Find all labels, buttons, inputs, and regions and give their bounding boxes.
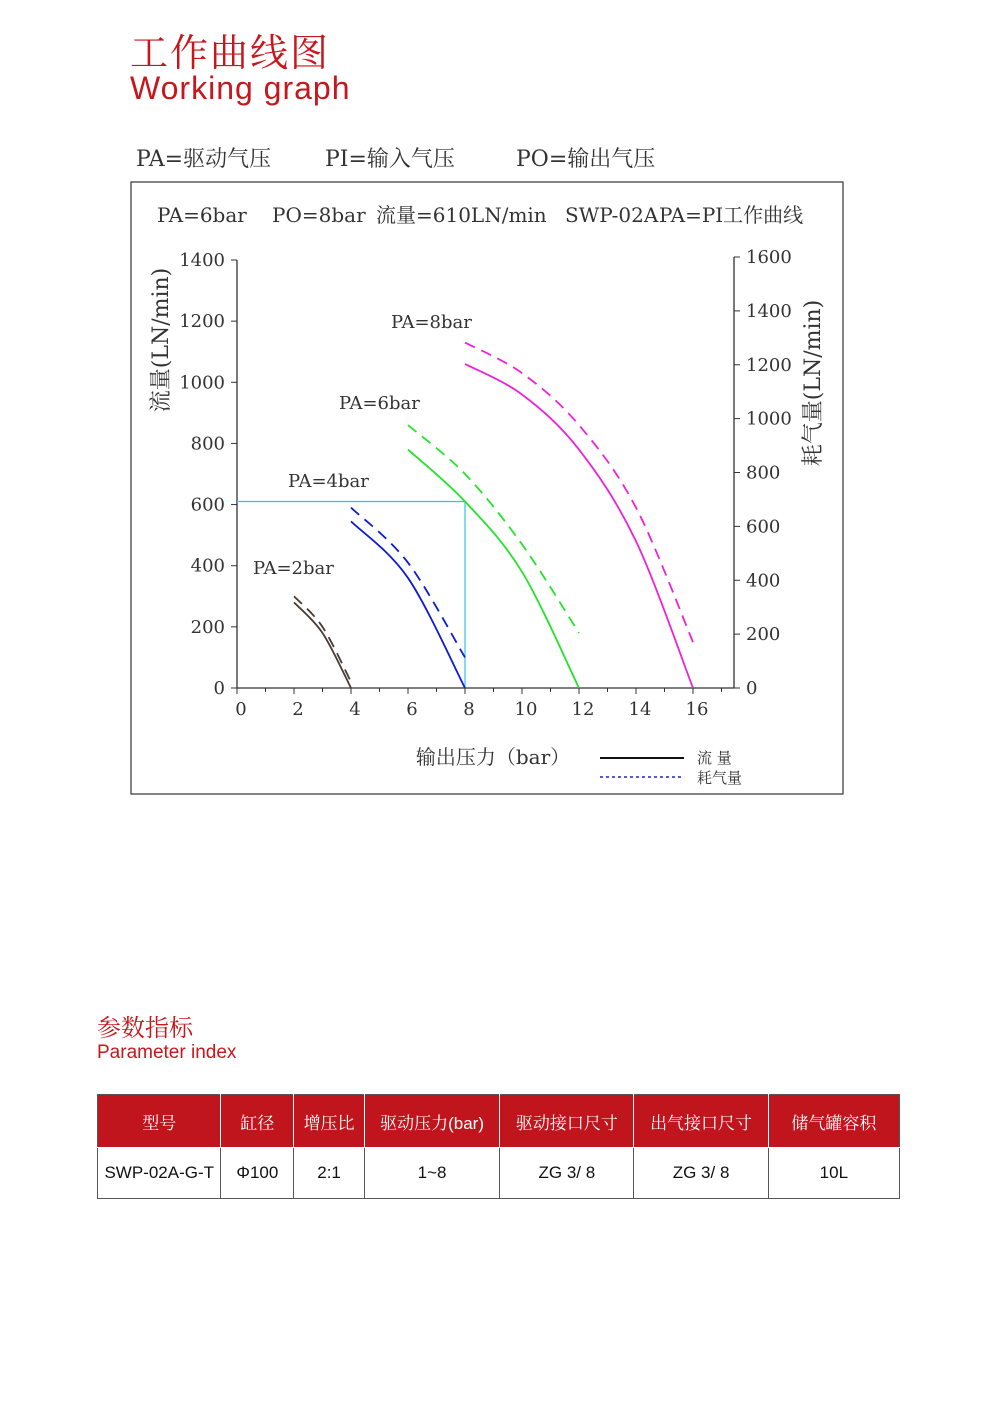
cell-drive-pressure: 1~8 (364, 1148, 499, 1199)
chart-info-text: PA=6bar (157, 203, 247, 227)
y-right-tick-label: 400 (746, 570, 781, 592)
series-pa2bar-label: PA=2bar (253, 558, 334, 579)
x-tick-label: 12 (571, 699, 595, 720)
series-pa6bar-flow-line (408, 450, 579, 688)
series-pa4bar-label: PA=4bar (288, 471, 369, 492)
cell-drive-port: ZG 3/ 8 (500, 1148, 634, 1199)
chart-info-text: PO=8bar (272, 203, 366, 227)
chart-info-text: PA=PI工作曲线 (659, 203, 804, 227)
x-tick-label: 6 (406, 699, 418, 720)
series-pa6bar-label: PA=6bar (339, 393, 420, 414)
param-title-cn: 参数指标 (97, 1014, 193, 1042)
header-tank-volume: 储气罐容积 (768, 1095, 899, 1148)
table-row (98, 1148, 900, 1199)
legend-consumption-label: 耗气量 (697, 769, 743, 787)
series-pa4bar-flow-line (351, 521, 465, 688)
x-axis-label: 输出压力（bar） (415, 745, 571, 769)
cell-bore: Φ100 (221, 1148, 294, 1199)
y-right-tick-label: 1200 (746, 354, 792, 376)
series-pa4bar-consumption-line (351, 508, 465, 658)
y-left-tick-label: 0 (213, 678, 225, 699)
y-left-tick-label: 1000 (179, 372, 225, 394)
y-left-tick-label: 400 (190, 555, 225, 577)
definition-pi: PI=输入气压 (325, 147, 455, 172)
x-tick-label: 14 (628, 699, 652, 720)
legend-flow-label: 流 量 (697, 749, 732, 767)
annotation-guide (237, 502, 465, 688)
header-drive-pressure: 驱动压力(bar) (364, 1095, 499, 1148)
header-ratio: 增压比 (294, 1095, 365, 1148)
y-left-tick-label: 1200 (179, 311, 225, 333)
header-drive-port: 驱动接口尺寸 (500, 1095, 634, 1148)
cell-tank-volume: 10L (768, 1148, 899, 1199)
y-right-tick-label: 1600 (746, 247, 792, 268)
chart-info-text: SWP-02A (565, 203, 659, 227)
y-right-tick-label: 1000 (746, 408, 792, 430)
page-title-en: Working graph (130, 70, 351, 106)
x-tick-label: 2 (292, 699, 304, 720)
header-outlet-port: 出气接口尺寸 (634, 1095, 768, 1148)
definition-pa: PA=驱动气压 (136, 147, 272, 172)
x-tick-label: 8 (463, 699, 475, 720)
series-pa8bar-flow-line (465, 364, 693, 688)
x-tick-label: 10 (514, 699, 538, 720)
y-right-tick-label: 800 (746, 462, 781, 484)
y-left-axis-label: 流量(LN/min) (149, 267, 174, 413)
cell-ratio: 2:1 (294, 1148, 365, 1199)
cell-outlet-port: ZG 3/ 8 (634, 1148, 768, 1199)
y-left-tick-label: 800 (190, 433, 225, 455)
y-right-tick-label: 600 (746, 516, 781, 538)
series-pa2bar-flow-line (294, 602, 351, 688)
x-tick-label: 4 (349, 699, 361, 720)
page-title-cn: 工作曲线图 (130, 31, 331, 75)
y-left-tick-label: 600 (190, 494, 225, 516)
y-left-tick-label: 200 (190, 616, 225, 638)
table-header-row (98, 1095, 900, 1148)
y-left-tick-label: 1400 (179, 250, 225, 271)
x-tick-label: 0 (235, 699, 247, 720)
y-right-axis-label: 耗气量(LN/min) (801, 299, 826, 467)
y-right-tick-label: 1400 (746, 300, 792, 322)
parameter-table (97, 1094, 900, 1199)
definition-po: PO=输出气压 (516, 147, 656, 172)
chart-info-text: 流量=610LN/min (376, 203, 547, 227)
y-right-tick-label: 200 (746, 624, 781, 646)
y-right-tick-label: 0 (746, 678, 758, 699)
cell-model: SWP-02A-G-T (98, 1148, 221, 1199)
param-title-en: Parameter index (97, 1042, 237, 1063)
header-bore: 缸径 (221, 1095, 294, 1148)
header-model: 型号 (98, 1095, 221, 1148)
series-pa8bar-label: PA=8bar (391, 312, 472, 333)
x-tick-label: 16 (685, 699, 709, 720)
